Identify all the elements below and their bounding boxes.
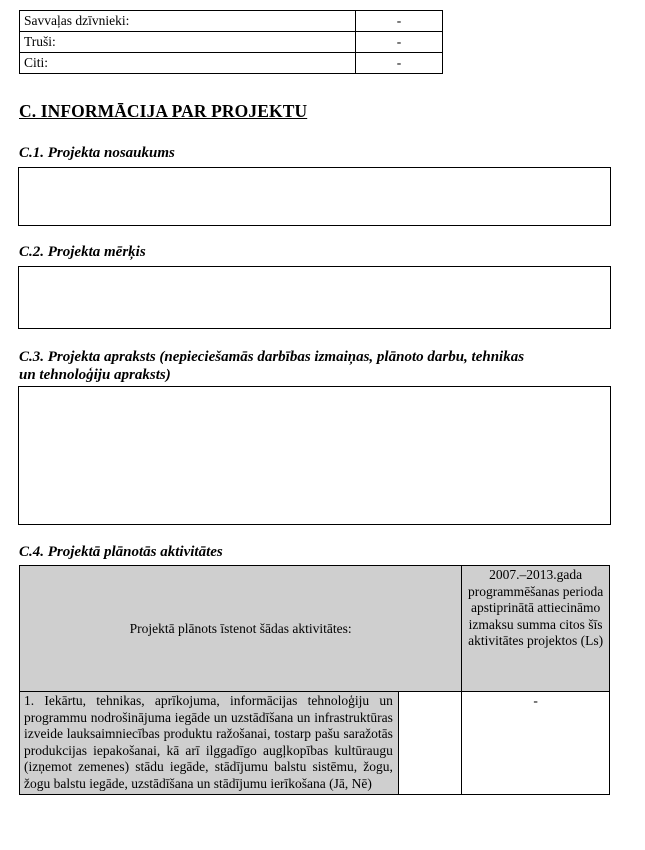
row-value: - bbox=[356, 32, 443, 53]
project-description-field[interactable] bbox=[18, 386, 611, 525]
header-activities: Projektā plānots īstenot šādas aktivitātes: bbox=[20, 566, 462, 692]
row-label: Savvaļas dzīvnieki: bbox=[20, 11, 356, 32]
row-value: - bbox=[356, 11, 443, 32]
animals-table bbox=[19, 10, 443, 74]
activity-answer-cell[interactable] bbox=[398, 692, 461, 795]
table-row bbox=[20, 692, 610, 795]
header-amount: 2007.–2013.gada programmēšanas perioda apstiprinātā attiecināmo izmaksu summa citos šīs aktivitātes projektos (Ls) bbox=[462, 566, 610, 692]
table-row bbox=[20, 53, 443, 74]
table-header-row bbox=[20, 566, 610, 692]
row-label: Truši: bbox=[20, 32, 356, 53]
activity-text: 1. Iekārtu, tehnikas, aprīkojuma, informācijas tehnoloģiju un programmu nodrošinājuma iegāde un uzstādīšana un infrastruktūras izveide lauksaimniecības produktu ražošanai, tostarp pašu saražotās produkcijas iepakošanai, kā arī ilggadīgo augļkopības kultūraugu (izņemot zemenes) stādu iegāde, stādījumu balstu sistēmu, žogu, žogu balstu iegāde, uzstādīšana un stādījumu ierīkošana (Jā, Nē) bbox=[20, 692, 399, 795]
table-row bbox=[20, 11, 443, 32]
activity-amount: - bbox=[462, 692, 610, 795]
project-goal-field[interactable] bbox=[18, 266, 611, 329]
c3-title-line1: C.3. Projekta apraksts (nepieciešamās darbības izmaiņas, plānoto darbu, tehnikas bbox=[19, 349, 525, 365]
c2-title: C.2. Projekta mērķis bbox=[19, 244, 146, 260]
project-name-field[interactable] bbox=[18, 167, 611, 226]
activities-table bbox=[19, 565, 610, 795]
row-label: Citi: bbox=[20, 53, 356, 74]
c1-title: C.1. Projekta nosaukums bbox=[19, 145, 175, 161]
table-row bbox=[20, 32, 443, 53]
c4-title: C.4. Projektā plānotās aktivitātes bbox=[19, 544, 223, 560]
c3-title bbox=[19, 348, 619, 384]
row-value: - bbox=[356, 53, 443, 74]
section-c-title: C. INFORMĀCIJA PAR PROJEKTU bbox=[19, 101, 308, 121]
c3-title-line2: un tehnoloģiju apraksts) bbox=[19, 367, 171, 383]
